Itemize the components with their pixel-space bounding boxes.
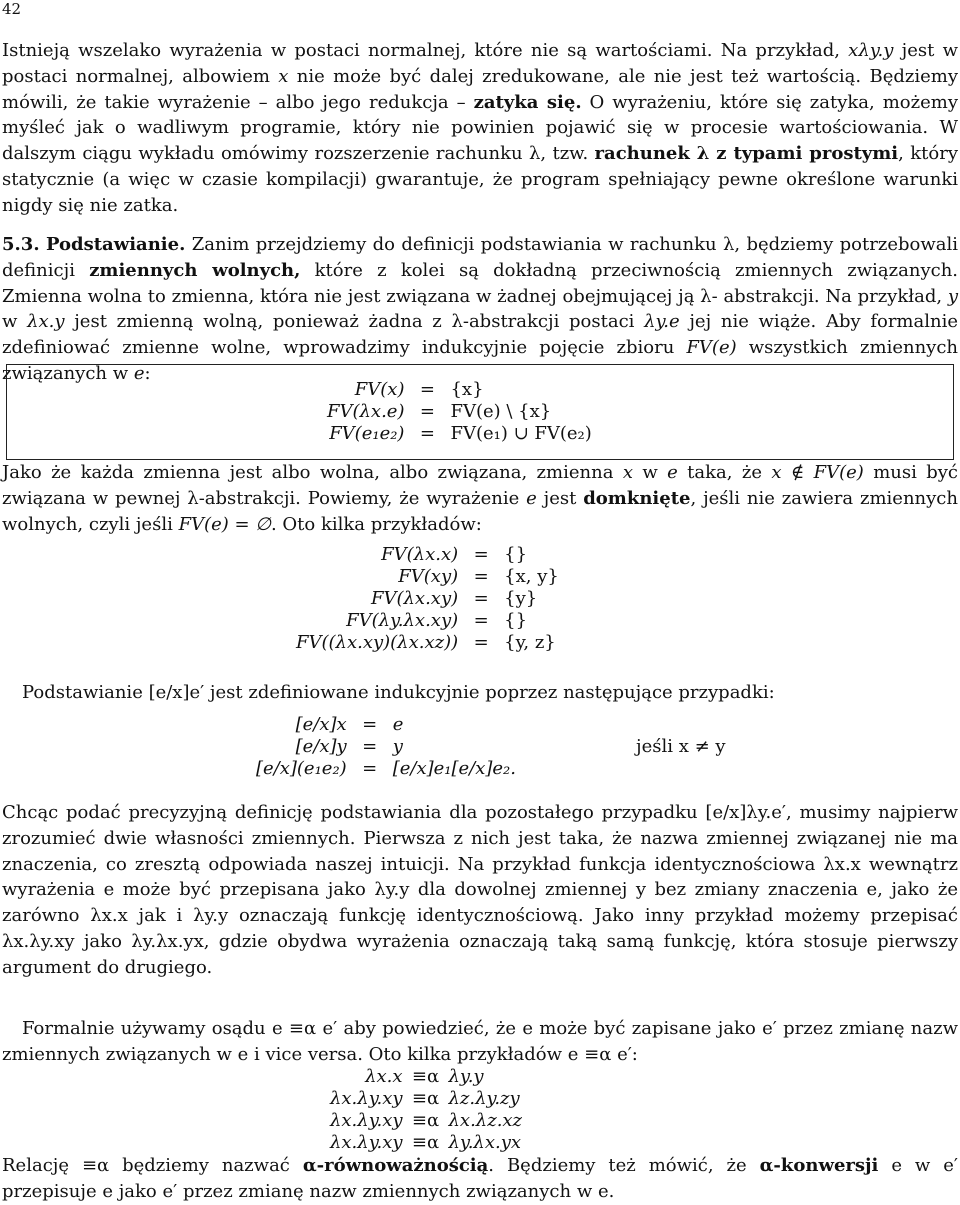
equation-lhs: FV(λx.x) (381, 544, 459, 565)
equation-relation: = (419, 401, 436, 422)
section-title: Podstawianie. (45, 234, 186, 255)
text-run: : (144, 362, 151, 384)
text-run: w (632, 462, 668, 483)
equation-rhs: y (392, 736, 403, 757)
math-inline: x (622, 462, 633, 483)
paragraph-alpha-equivalence (2, 1153, 958, 1205)
equation-row (330, 1132, 522, 1154)
text-run: Podstawianie [e/x]e′ jest zdefiniowane indukcyjnie poprzez następujące przypadki: (22, 682, 775, 703)
equation-row (296, 544, 559, 566)
paragraph-closed-expressions (2, 460, 958, 537)
equation-row (256, 736, 726, 758)
substitution-rules (256, 714, 726, 780)
term-free-variables: zmiennych wolnych, (89, 259, 301, 281)
equation-rhs: [e/x]e₁[e/x]e₂. (392, 758, 516, 779)
text-run: jest w postaci normalnej, albowiem (2, 40, 958, 87)
equation-relation: ≡α (411, 1088, 440, 1109)
equation-relation: = (362, 714, 378, 735)
math-inline: e (667, 462, 678, 483)
equation-relation: = (473, 632, 489, 653)
equation-relation: = (419, 423, 436, 444)
term-closed: domknięte (583, 487, 691, 509)
alpha-examples (330, 1066, 522, 1154)
paragraph-alpha-judgment (2, 1016, 958, 1068)
equation-row (296, 610, 559, 632)
fv-examples (296, 544, 559, 654)
text-run: . Będziemy też mówić, że (488, 1155, 760, 1176)
term-alpha-conversion: α-konwersji (759, 1155, 879, 1176)
equation-lhs: FV(x) (354, 379, 405, 400)
math-inline: λy.e (644, 311, 680, 333)
equation-relation: = (473, 566, 489, 587)
equation-rhs: {} (504, 544, 528, 565)
equation-relation: ≡α (411, 1132, 440, 1153)
math-inline: x ∉ FV(e) (771, 462, 864, 483)
equation-rhs: FV(e₁) ∪ FV(e₂) (450, 423, 592, 444)
math-inline: FV(e) (686, 337, 737, 359)
equation-relation: = (419, 379, 436, 400)
equation-lhs: FV(λx.e) (327, 401, 405, 422)
equation-condition (516, 714, 726, 736)
text-run: Jako że każda zmienna jest albo wolna, albo związana, zmienna (2, 462, 623, 483)
equation-row (327, 423, 592, 445)
math-inline: e (133, 362, 145, 384)
page-number: 42 (2, 0, 22, 18)
equation-rhs: {y} (504, 588, 538, 609)
text-run: Formalnie używamy osądu e ≡α e′ aby powiedzieć, że e może być zapisane jako e′ przez zmianę nazw zmiennych związanych w e i vice versa. Oto kilka przykładów e ≡α e′: (2, 1018, 958, 1065)
text-run: nie może być dalej zredukowane, ale nie jest też wartością. Będziemy mówili, że takie wyrażenie – albo jego redukcja – (2, 65, 958, 113)
equation-lhs: λx.x (365, 1066, 403, 1087)
math-inline: e (526, 487, 537, 509)
equation-rhs: λy.λx.yx (448, 1132, 522, 1153)
equation-row (330, 1066, 522, 1088)
text-run: , jeśli nie zawiera zmiennych wolnych, czyli jeśli (2, 487, 958, 535)
paragraph-variable-properties (2, 800, 958, 981)
term-simply-typed: rachunek λ z typami prostymi (594, 143, 899, 165)
equation-row (256, 714, 726, 736)
text-run: , który statycznie (a więc w czasie kompilacji) gwarantuje, że program spełniający pewne określone warunki nigdy się nie zatka. (2, 143, 958, 216)
text-run: Chcąc podać precyzyjną definicję podstawiania dla pozostałego przypadku [e/x]λy.e′, musimy najpierw zrozumieć dwie własności zmiennych. Pierwsza z nich jest taka, że nazwa zmiennej związanej nie ma znaczenia, co zresztą odpowiada naszej intuicji. Na przykład funkcja identycznościowa λx.x wewnątrz wyrażenia e może być przepisana jako λy.y dla dowolnej zmiennej y bez zmiany znaczenia e, jako że zarówno λx.x jak i λy.y oznaczają funkcję identycznościową. Jako inny przykład możemy przepisać λx.λy.xy jako λy.λx.yx, gdzie obydwa wyrażenia oznaczają taką samą funkcję, która stosuje pierwszy argument do drugiego. (2, 802, 958, 978)
paragraph-normal-forms (2, 38, 958, 219)
text-run: musi być związana w pewnej λ-abstrakcji. Powiemy, że wyrażenie (2, 462, 958, 509)
math-inline: FV(e) = ∅ (178, 513, 271, 535)
equation-row (256, 758, 726, 780)
equation-lhs: FV((λx.xy)(λx.xz)) (296, 632, 459, 653)
text-run: jest (536, 487, 584, 509)
equation-lhs: λx.λy.xy (330, 1110, 403, 1131)
equation-rhs: λz.λy.zy (448, 1088, 520, 1109)
equation-lhs: FV(λx.xy) (371, 588, 459, 609)
equation-lhs: FV(λy.λx.xy) (346, 610, 459, 631)
text-run: taka, że (677, 462, 772, 483)
paragraph-substitution-def (22, 680, 958, 706)
equation-rhs: {y, z} (504, 632, 556, 653)
equation-lhs: [e/x](e₁e₂) (256, 758, 347, 779)
equation-relation: = (473, 588, 489, 609)
text-run: Relację ≡α będziemy nazwać (2, 1155, 303, 1176)
section-number: 5.3. (2, 234, 40, 255)
equation-relation: ≡α (411, 1110, 440, 1131)
text-run: wszystkich zmiennych związanych w (2, 337, 959, 384)
text-run: Zanim przejdziemy do definicji podstawiania w rachunku λ, będziemy potrzebowali definicji (2, 234, 958, 281)
text-run: jest zmienną wolną, ponieważ żadna z λ-abstrakcji postaci (64, 311, 645, 333)
equation-row (327, 401, 592, 423)
text-run: jej nie wiąże. Aby formalnie zdefiniować zmienne wolne, wprowadzimy indukcyjnie pojęcie zbioru (2, 311, 958, 359)
equation-condition: jeśli x ≠ y (636, 736, 726, 757)
term-alpha-equivalence: α-równoważnością (302, 1155, 489, 1176)
equation-rhs: λx.λz.xz (448, 1110, 523, 1131)
equation-relation: = (473, 610, 489, 631)
equation-row (296, 566, 559, 588)
equation-relation: = (473, 544, 489, 565)
equation-relation: = (362, 736, 378, 757)
term-stuck: zatyka się. (473, 91, 582, 113)
equation-row (296, 632, 559, 654)
equation-lhs: λx.λy.xy (330, 1132, 403, 1153)
text-run: w (2, 311, 28, 333)
math-inline: λx.y (27, 311, 65, 333)
math-inline: x (278, 65, 289, 87)
equation-rhs: λy.y (448, 1066, 484, 1087)
equation-row (296, 588, 559, 610)
fv-definition-equations (327, 379, 592, 445)
text-run: O wyrażeniu, które się zatyka, możemy myśleć jak o wadliwym programie, który nie powinien pojawić się w procesie wartościowania. W dalszym ciągu wykładu omówimy rozszerzenie rachunku λ, tzw. (2, 91, 958, 165)
text-run: e w e′ przepisuje e jako e′ przez zmianę nazw zmiennych związanych w e. (2, 1155, 958, 1202)
text-run: . Oto kilka przykładów: (270, 513, 482, 535)
equation-lhs: [e/x]y (295, 736, 347, 757)
equation-lhs: FV(e₁e₂) (329, 423, 405, 444)
math-inline: xλy.y (848, 40, 894, 61)
equation-lhs: [e/x]x (295, 714, 347, 735)
equation-rhs: e (392, 714, 404, 735)
equation-condition (516, 758, 726, 780)
equation-row (327, 379, 592, 401)
equation-rhs: {x, y} (504, 566, 559, 587)
equation-row (330, 1110, 522, 1132)
equation-relation: ≡α (411, 1066, 440, 1087)
equation-relation: = (362, 758, 378, 779)
math-inline: y (947, 285, 958, 307)
equation-rhs: {} (504, 610, 528, 631)
equation-rhs: {x} (450, 379, 484, 400)
text-run: Istnieją wszelako wyrażenia w postaci normalnej, które nie są wartościami. Na przykład, (2, 40, 849, 61)
fv-definition-box (6, 364, 954, 460)
equation-row (330, 1088, 522, 1110)
text-run: które z kolei są dokładną przeciwnością zmiennych związanych. Zmienna wolna to zmienna, która nie jest związana w żadnej obejmującej ją λ- abstrakcji. Na przykład, (2, 259, 959, 307)
equation-rhs: FV(e) \ {x} (450, 401, 552, 422)
equation-lhs: FV(xy) (398, 566, 459, 587)
equation-lhs: λx.λy.xy (330, 1088, 403, 1109)
